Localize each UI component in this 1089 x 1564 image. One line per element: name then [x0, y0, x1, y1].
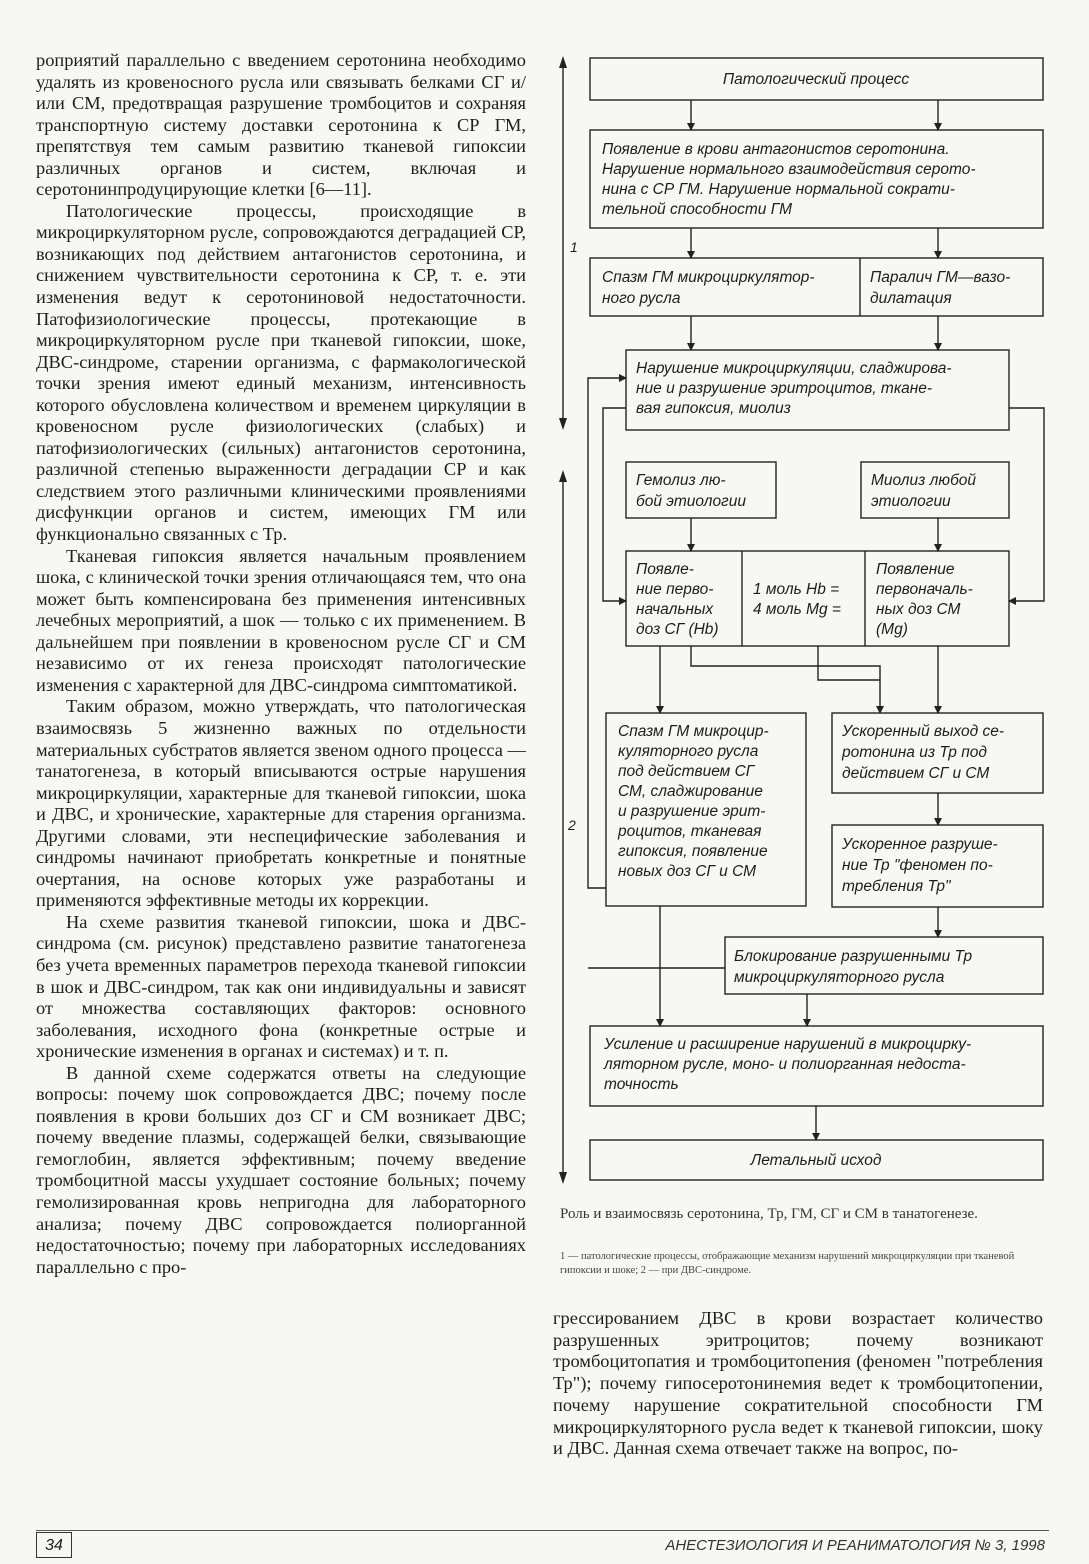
diagram-text: роцитов, тканевая [618, 823, 762, 840]
diagram-text: Ускоренное разруше- [842, 836, 998, 853]
flow-diagram [548, 48, 1048, 1203]
diagram-text: Появление в крови антагонистов серотонина. [602, 141, 950, 158]
diagram-text: ние перво- [636, 581, 714, 598]
diagram-text: требления Тр" [842, 878, 951, 895]
diagram-text: этиологии [871, 493, 951, 510]
diagram-text: гипоксия, появление [618, 843, 768, 860]
diagram-text: 1 моль Hb = [753, 581, 840, 598]
diagram-text: 4 моль Mg = [753, 601, 841, 618]
diagram-text: Нарушение микроциркуляции, сладжирова- [636, 360, 952, 377]
paragraph: На схеме развития тканевой гипоксии, шока и ДВС-синдрома (см. рисунок) представлено развитие танатогенеза без учета временных параметров перехода тканевой гипоксии в шок и ДВС-синдром, так как они индивидуальны и зависят от множества составляющих факторов: основного заболевания, исходного фона (конкретные острые и хронические изменения в органах и системах) и т. п. [36, 911, 526, 1062]
diagram-text: нина с СР ГМ. Нарушение нормальной сократи- [602, 181, 955, 198]
diagram-text: ние и разрушение эритроцитов, ткане- [636, 380, 933, 397]
paragraph: Патологические процессы, происходящие в микроциркуляторном русле, сопровождаются деградацией СР, возникающих под действием антагонистов серотонина, и снижением чувствительности серотонина к СР, т. е. эти изменения ведут к серотониновой недостаточности. Патофизиологические процессы, протекающие в микроциркуляторном русле при тканевой гипоксии, шоке, ДВС-синдроме, старении организма, с фармакологической точки зрения имеют единый механизм, интенсивность которого обусловлена количеством и временем циркуляции в кровеносном русле физиологических (слабых) и патофизиологических (сильных) антагонистов серотонина, различной степенью выраженности деградации СР и как следствием этого различными клиническими проявлениями дисфункции органов и систем, имеющих ГМ или функционально связанных с Тр. [36, 200, 526, 545]
diagram-text: СМ, сладжирование [618, 783, 763, 800]
figure-caption: Роль и взаимосвязь серотонина, Тр, ГМ, СГ и СМ в танатогенезе. [560, 1206, 978, 1222]
diagram-text: ротонина из Тр под [842, 744, 987, 761]
diagram-text: Блокирование разрушенными Тр [734, 948, 973, 965]
diagram-text: Нарушение нормального взаимодействия серото- [602, 161, 976, 178]
diagram-text: Ускоренный выход се- [842, 723, 1004, 740]
diagram-text: под действием СГ [618, 763, 755, 780]
diagram-text: Гемолиз лю- [636, 472, 726, 489]
diagram-text: первоначаль- [876, 581, 973, 598]
paragraph: Тканевая гипоксия является начальным проявлением шока, с клинической точки зрения отличающаяся тем, что она может быть компенсирована без применения интенсивных лечебных мероприятий, а шок — только с их применением. В дальнейшем при появлении в кровеносном русле СГ и СМ независимо от их генеза происходят патологические изменения с характерной для ДВС-синдрома симптоматикой. [36, 545, 526, 695]
diagram-text: бой этиологии [636, 493, 746, 510]
range-label-1: 1 [570, 239, 578, 255]
diagram-text: Появле- [636, 561, 694, 578]
diagram-text: тельной способности ГМ [602, 201, 793, 218]
journal-title: АНЕСТЕЗИОЛОГИЯ И РЕАНИМАТОЛОГИЯ № 3, 1998 [665, 1537, 1045, 1554]
diagram-text: вая гипоксия, миолиз [636, 400, 791, 417]
diagram-text: Появление [876, 561, 955, 578]
diagram-text: Летальный исход [750, 1152, 882, 1169]
diagram-text: куляторного русла [618, 743, 759, 760]
diagram-text: начальных [636, 601, 714, 618]
diagram-text: Паралич ГМ—вазо- [870, 269, 1011, 286]
diagram-text: Миолиз любой [871, 472, 977, 489]
diagram-text: точность [604, 1076, 679, 1093]
figure-legend: 1 — патологические процессы, отображающие механизм нарушений микроциркуляции при тканевой гипоксии и шоке; 2 — при ДВС-синдроме. [560, 1251, 1015, 1276]
diagram-text: дилатация [870, 290, 952, 307]
diagram-text: и разрушение эрит- [618, 803, 766, 820]
diagram-text: Спазм ГМ микроциркулятор- [602, 269, 815, 286]
paragraph: роприятий параллельно с введением серотонина необходимо удалять из кровеносного русла или связывать белками СГ и/или СМ, предотвращая разрушение тромбоцитов и сохраняя транспортную систему доставки серотонина к СР ГМ, препятствуя тем самым развитию тканевой гипоксии различных органов и систем, включая и серотонинпродуцирующие клетки [6—11]. [36, 50, 526, 200]
diagram-text: Патологический процесс [722, 71, 910, 88]
paragraph: В данной схеме содержатся ответы на следующие вопросы: почему шок сопровождается ДВС; почему после появления в крови больших доз СГ и СМ возникает ДВС; почему введение плазмы, содержащей белки, связывающие гемоглобин, является эффективным; почему введение тромбоцитной массы ухудшает состояние больных; почему гемолизированная кровь непригодна для лабораторного анализа; почему ДВС сопровождается полиорганной недостаточностью; почему при лабораторных исследованиях параллельно с про- [36, 1062, 526, 1277]
diagram-text: новых доз СГ и СМ [618, 863, 757, 880]
footer-divider [36, 1530, 1049, 1531]
paragraph: Таким образом, можно утверждать, что патологическая взаимосвязь 5 жизненно важных по отдельности материальных субстратов является звеном одного процесса — танатогенеза, в который вписываются острые нарушения микроциркуляции, характерные для тканевой гипоксии, шока и ДВС, и хронические, характерные для старения организма. Другими словами, эти неспецифические заболевания и синдромы начинают приобретать конкретные и понятные очертания, на основе которых уже разработаны и применяются эффективные методы их коррекции. [36, 696, 526, 911]
left-text-column [36, 50, 526, 1278]
diagram-text: ного русла [602, 290, 681, 307]
right-text-column [553, 1308, 1043, 1460]
diagram-text: Спазм ГМ микроцир- [618, 723, 769, 740]
diagram-text: ляторном русле, моно- и полиорганная недоста- [604, 1056, 966, 1073]
range-label-2: 2 [568, 817, 576, 833]
diagram-text: Усиление и расширение нарушений в микроцирку- [604, 1036, 972, 1053]
page-number: 34 [36, 1532, 72, 1558]
diagram-text: ние Тр "феномен по- [842, 857, 993, 874]
paragraph: грессированием ДВС в крови возрастает количество разрушенных эритроцитов; почему возникают тромбоцитопатия и тромбоцитопения (феномен "потребления Тр"); почему гипосеротонинемия ведет к тромбоцитопении, почему нарушение сократительной способности ГМ микроциркуляторного русла ведет к тканевой гипоксии, шоку и ДВС. Данная схема отвечает также на вопрос, по- [553, 1308, 1043, 1459]
diagram-text: (Mg) [876, 621, 908, 638]
diagram-text: доз СГ (Hb) [636, 621, 719, 638]
diagram-text: действием СГ и СМ [842, 765, 990, 782]
diagram-text: ных доз СМ [876, 601, 961, 618]
diagram-text: микроциркуляторного русла [734, 969, 945, 986]
box-spasm-split [590, 258, 1043, 316]
